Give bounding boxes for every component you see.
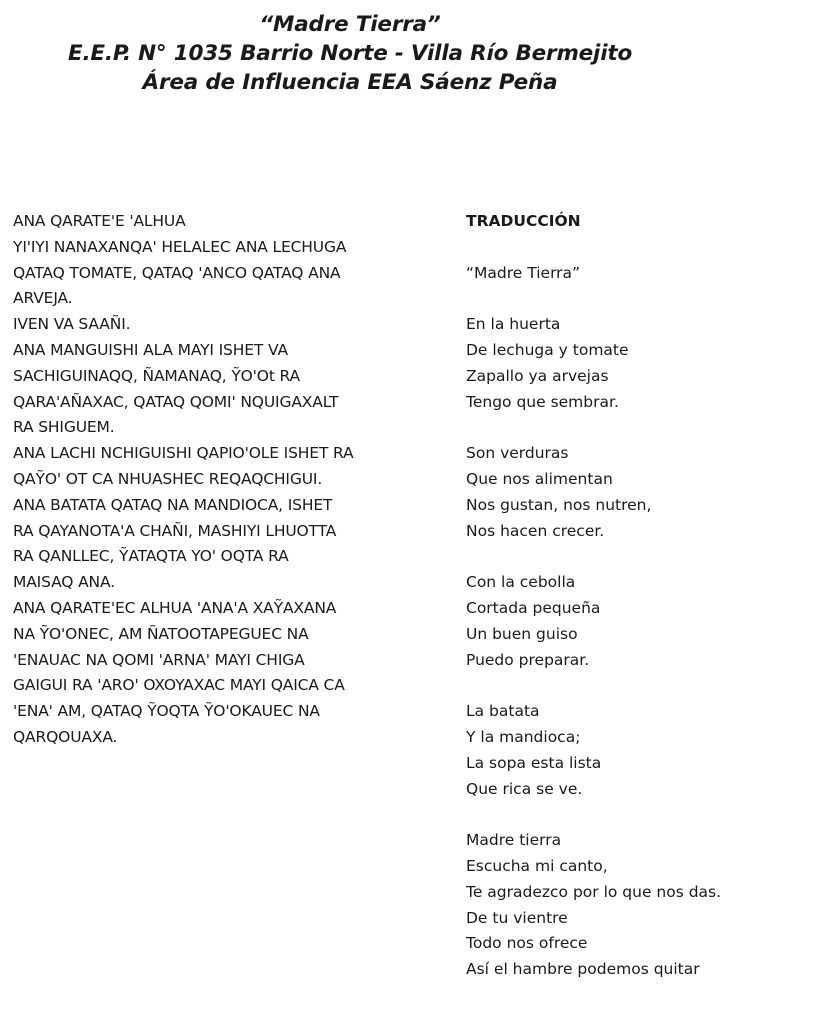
document-header	[0, 10, 700, 97]
stanza-line: La batata	[466, 702, 540, 721]
poem-line: IVEN VA SAAÑI.	[13, 315, 131, 334]
stanza-line: Te agradezco por lo que nos das.	[466, 882, 722, 901]
stanza-line: La sopa esta lista	[466, 753, 602, 772]
poem-line: RA SHIGUEM.	[13, 418, 115, 437]
poem-line: 'ENA' AM, QATAQ ỸOQTA ỸO'OKAUEC NA	[13, 702, 320, 721]
stanza-gap	[466, 802, 721, 828]
poem-line: ANA BATATA QATAQ NA MANDIOCA, ISHET	[13, 495, 333, 514]
stanza-line: Un buen guiso	[466, 624, 578, 643]
poem-line: QARA'AÑAXAC, QATAQ QOMI' NQUIGAXALT	[13, 392, 339, 411]
stanza-line: De lechuga y tomate	[466, 340, 629, 359]
stanza-line: Madre tierra	[466, 831, 562, 850]
poem-line: QATAQ TOMATE, QATAQ 'ANCO QATAQ ANA	[13, 263, 341, 282]
stanza-gap	[466, 673, 721, 699]
poem-line: RA QAYANOTA'A CHAÑI, MASHIYI LHUOTTA	[13, 521, 337, 540]
stanza-line: Cortada pequeña	[466, 598, 601, 617]
stanza-gap	[466, 235, 721, 261]
original-language-poem	[13, 209, 353, 751]
poem-line: SACHIGUINAQQ, ÑAMANAQ, ỸO'Ot RA	[13, 366, 300, 385]
poem-line: QARQOUAXA.	[13, 727, 118, 746]
stanza-line: De tu vientre	[466, 908, 568, 927]
stanza	[466, 441, 721, 544]
stanza-line: En la huerta	[466, 315, 561, 334]
stanza-line: Nos hacen crecer.	[466, 521, 605, 540]
translation-title: “Madre Tierra”	[466, 263, 581, 282]
poem-line: QAỸO' OT CA NHUASHEC REQAQCHIGUI.	[13, 469, 323, 488]
poem-line: YI'IYI NANAXANQA' HELALEC ANA LECHUGA	[13, 237, 347, 256]
stanza-line: Y la mandioca;	[466, 727, 581, 746]
stanza-line: Así el hambre podemos quitar	[466, 960, 700, 979]
stanza-line: Puedo preparar.	[466, 650, 590, 669]
poem-line: GAIGUI RA 'ARO' OXOYAXAC MAYI QAICA CA	[13, 676, 345, 695]
stanza-line: Nos gustan, nos nutren,	[466, 495, 652, 514]
translation-stanzas	[466, 312, 721, 983]
poem-line: ANA QARATE'E 'ALHUA	[13, 212, 186, 230]
school-name: E.E.P. N° 1035 Barrio Norte - Villa Río Bermejito	[67, 41, 633, 66]
translation-poem	[466, 209, 721, 983]
stanza-line: Con la cebolla	[466, 573, 576, 592]
poem-line: NA ỸO'ONEC, AM ÑATOOTAPEGUEC NA	[13, 624, 309, 643]
stanza	[466, 570, 721, 673]
stanza-line: Tengo que sembrar.	[466, 392, 619, 411]
document-title: “Madre Tierra”	[259, 12, 441, 37]
influence-area: Área de Influencia EEA Sáenz Peña	[142, 70, 558, 95]
stanza	[466, 312, 721, 415]
stanza	[466, 699, 721, 802]
poem-line: MAISAQ ANA.	[13, 573, 115, 592]
stanza	[466, 828, 721, 983]
poem-line: 'ENAUAC NA QOMI 'ARNA' MAYI CHIGA	[13, 650, 305, 669]
stanza-line: Zapallo ya arvejas	[466, 366, 609, 385]
translation-heading: TRADUCCIÓN	[466, 212, 581, 230]
poem-line: RA QANLLEC, ỸATAQTA YO' OQTA RA	[13, 547, 289, 566]
stanza-gap	[466, 544, 721, 570]
stanza-line: Que nos alimentan	[466, 469, 613, 488]
stanza-gap	[466, 415, 721, 441]
stanza-gap	[466, 286, 721, 312]
stanza-line: Escucha mi canto,	[466, 856, 608, 875]
stanza-line: Que rica se ve.	[466, 779, 583, 798]
poem-line: ANA LACHI NCHIGUISHI QAPIO'OLE ISHET RA	[13, 444, 354, 463]
poem-line: ANA MANGUISHI ALA MAYI ISHET VA	[13, 340, 288, 359]
poem-line: ANA QARATE'EC ALHUA 'ANA'A XAỸAXANA	[13, 598, 337, 617]
stanza-line: Son verduras	[466, 444, 569, 463]
poem-line: ARVEJA.	[13, 289, 73, 308]
stanza-line: Todo nos ofrece	[466, 934, 588, 953]
